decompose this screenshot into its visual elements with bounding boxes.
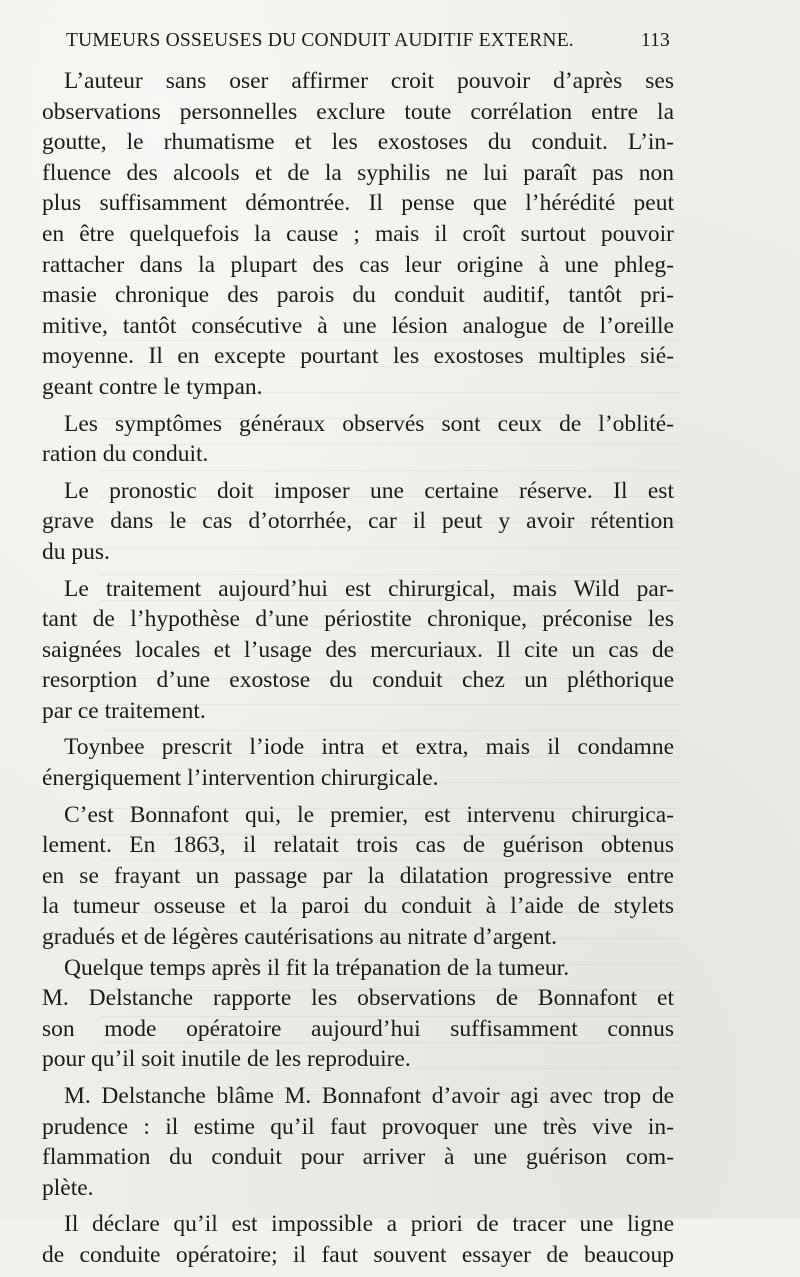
paragraph bbox=[42, 409, 674, 470]
text-line: de conduite opératoire; il faut souvent essayer de beaucoup bbox=[42, 1241, 674, 1268]
paragraph bbox=[42, 1081, 674, 1203]
text-line: flammation du conduit pour arriver à une guérison com- bbox=[42, 1144, 674, 1171]
text-line: mitive, tantôt consécutive à une lésion analogue de l’oreille bbox=[42, 312, 674, 339]
text-line: Toynbee prescrit l’iode intra et extra, mais il condamne bbox=[64, 734, 674, 761]
text-line: lement. En 1863, il relatait trois cas de guérison obtenus bbox=[42, 832, 674, 859]
text-line: Quelque temps après il fit la trépanation de la tumeur. bbox=[64, 954, 570, 981]
text-line: C’est Bonnafont qui, le premier, est intervenu chirurgica- bbox=[64, 801, 674, 828]
text-line: saignées locales et l’usage des mercuriaux. Il cite un cas de bbox=[42, 636, 674, 663]
text-line: rattacher dans la plupart des cas leur origine à une phleg- bbox=[42, 251, 674, 278]
text-line: son mode opératoire aujourd’hui suffisamment connus bbox=[42, 1015, 674, 1042]
paragraph bbox=[42, 732, 674, 793]
text-line: observations personnelles exclure toute corrélation entre la bbox=[42, 98, 674, 125]
paragraph bbox=[42, 574, 674, 727]
text-line: en être quelquefois la cause ; mais il croît surtout pouvoir bbox=[42, 220, 674, 247]
text-line: goutte, le rhumatisme et les exostoses du conduit. L’in- bbox=[42, 129, 674, 156]
text-line: en se frayant un passage par la dilatation progressive entre bbox=[42, 862, 674, 889]
text-line: pour qu’il soit inutile de les reproduire. bbox=[42, 1046, 411, 1073]
text-line: resorption d’une exostose du conduit chez un pléthorique bbox=[42, 667, 674, 694]
text-line: M. Delstanche blâme M. Bonnafont d’avoir agi avec trop de bbox=[64, 1083, 674, 1109]
text-line: du pus. bbox=[42, 538, 110, 565]
text-line: gradués et de légères cautérisations au nitrate d’argent. bbox=[42, 924, 558, 951]
paragraph bbox=[42, 476, 674, 568]
text-line: moyenne. Il en excepte pourtant les exostoses multiples sié- bbox=[42, 343, 674, 370]
body-text bbox=[42, 66, 674, 1277]
text-line: fluence des alcools et de la syphilis ne lui paraît pas non bbox=[42, 159, 674, 186]
text-line: énergiquement l’intervention chirurgicale. bbox=[42, 765, 439, 792]
page-number: 113 bbox=[640, 30, 670, 51]
text-line: masie chronique des parois du conduit auditif, tantôt pri- bbox=[42, 282, 674, 309]
text-line: ration du conduit. bbox=[42, 441, 209, 468]
text-line: Le pronostic doit imposer une certaine réserve. Il est bbox=[64, 477, 674, 504]
text-line: Les symptômes généraux observés sont ceux de l’oblité- bbox=[64, 410, 674, 437]
text-line: geant contre le tympan. bbox=[42, 373, 263, 400]
text-line: Le traitement aujourd’hui est chirurgical, mais Wild par- bbox=[64, 575, 674, 602]
text-line: prudence : il estime qu’il faut provoquer une très vive in- bbox=[42, 1113, 674, 1140]
running-head-title: TUMEURS OSSEUSES DU CONDUIT AUDITIF EXTERNE. bbox=[66, 30, 574, 51]
running-head bbox=[66, 30, 670, 62]
text-line: plète. bbox=[42, 1174, 94, 1201]
text-line: grave dans le cas d’otorrhée, car il peut y avoir rétention bbox=[42, 508, 674, 535]
text-line: Il déclare qu’il est impossible a priori de tracer une ligne bbox=[64, 1211, 674, 1238]
text-line: L’auteur sans oser affirmer croit pouvoir d’après ses bbox=[64, 68, 674, 94]
text-line: M. Delstanche rapporte les observations de Bonnafont et bbox=[42, 985, 674, 1012]
text-line: par ce traitement. bbox=[42, 697, 206, 724]
text-line: plus suffisamment démontrée. Il pense que l’hérédité peut bbox=[42, 190, 674, 217]
paragraph bbox=[42, 800, 674, 1075]
paragraph bbox=[42, 66, 674, 403]
text-line: tant de l’hypothèse d’une périostite chronique, préconise les bbox=[42, 606, 674, 633]
text-line: la tumeur osseuse et la paroi du conduit à l’aide de stylets bbox=[42, 893, 674, 920]
